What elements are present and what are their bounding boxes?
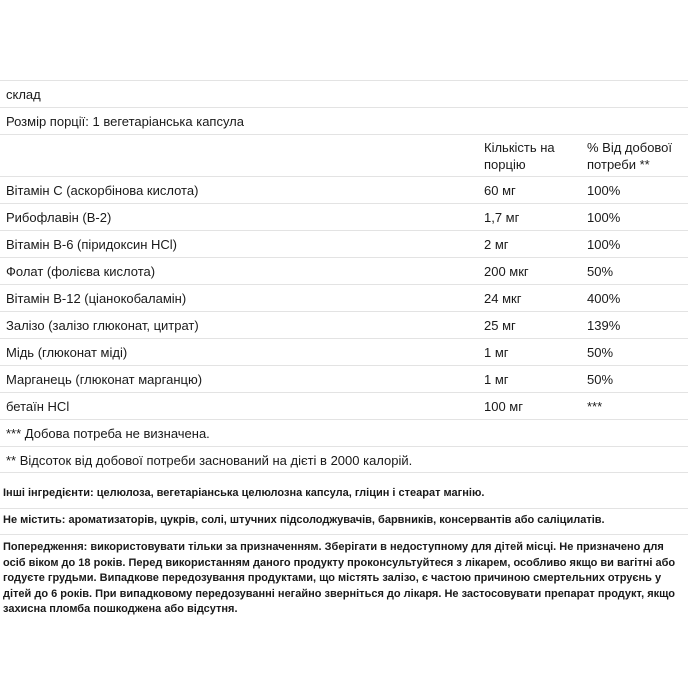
nutrient-name: Марганець (глюконат марганцю) [6,372,203,387]
nutrient-name: Мідь (глюконат міді) [6,345,128,360]
table-header-row [0,134,688,176]
table-row [0,365,688,392]
nutrient-amount: 100 мг [484,399,523,414]
nutrient-name: Рибофлавін (В-2) [6,210,112,225]
nutrient-name: Вітамін С (аскорбінова кислота) [6,183,199,198]
nutrient-amount: 200 мкг [484,264,529,279]
product-notes [0,483,688,618]
table-row [0,284,688,311]
amount-column-header: Кількість на порцію [484,140,555,172]
nutrient-amount: 25 мг [484,318,516,333]
nutrient-name: Фолат (фолієва кислота) [6,264,156,279]
nutrient-dv: 50% [587,372,614,387]
nutrient-dv: *** [587,399,603,414]
nutrient-dv: 50% [587,345,614,360]
nutrient-dv: 400% [587,291,621,306]
nutrient-dv: 100% [587,237,621,252]
footnote-double-asterisk: ** Відсоток від добової потреби заснований на дієті в 2000 калорій. [6,453,413,468]
nutrient-name: Вітамін В-6 (піридоксин HCl) [6,237,177,252]
nutrient-name: бетаїн HCl [6,399,70,414]
serving-size-row [0,107,688,134]
nutrient-name: Залізо (залізо глюконат, цитрат) [6,318,199,333]
nutrient-amount: 1 мг [484,372,509,387]
nutrient-dv: 139% [587,318,621,333]
footnote-row [0,419,688,446]
table-row [0,203,688,230]
supplement-facts-panel [0,80,688,473]
table-row [0,392,688,419]
nutrient-amount: 1 мг [484,345,509,360]
nutrient-dv: 100% [587,183,621,198]
dv-column-header: % Від добової потреби ** [587,140,673,172]
serving-size: Розмір порції: 1 вегетаріанська капсула [6,114,244,129]
nutrient-amount: 24 мкг [484,291,522,306]
free-of-note: Не містить: ароматизаторів, цукрів, солі, штучних підсолоджувачів, барвників, консервантів або саліцилатів. [3,513,605,526]
section-title: склад [6,87,41,102]
footnote-triple-asterisk: *** Добова потреба не визначена. [6,426,210,441]
table-row [0,338,688,365]
nutrient-name: Вітамін В-12 (ціанокобаламін) [6,291,187,306]
nutrient-dv: 100% [587,210,621,225]
nutrient-amount: 2 мг [484,237,509,252]
nutrient-dv: 50% [587,264,614,279]
table-row [0,311,688,338]
table-row [0,257,688,284]
table-row [0,176,688,203]
footnote-row [0,446,688,473]
nutrient-amount: 1,7 мг [484,210,520,225]
section-title-row [0,80,688,107]
nutrient-amount: 60 мг [484,183,516,198]
other-ingredients-note: Інші інгредієнти: целюлоза, вегетаріанська целюлозна капсула, гліцин і стеарат магнію. [3,487,485,499]
warning-note: Попередження: використовувати тільки за призначенням. Зберігати в недоступному для дітей місці. Не призначено для осіб віком до 18 років. Перед використанням даного продукту проконсультуйтеся з лікарем, особливо якщо ви вагітні або годуєте грудьми. Випадкове передозування продуктами, що містять залізо, є частою причиною смертельних отруєнь у дітей до 6 років. При випадковому передозуванні негайно зверніться до лікаря. Не застосовувати препарат продукт, якщо захисна пломба пошкоджена або відсутня. [3,541,676,615]
table-row [0,230,688,257]
